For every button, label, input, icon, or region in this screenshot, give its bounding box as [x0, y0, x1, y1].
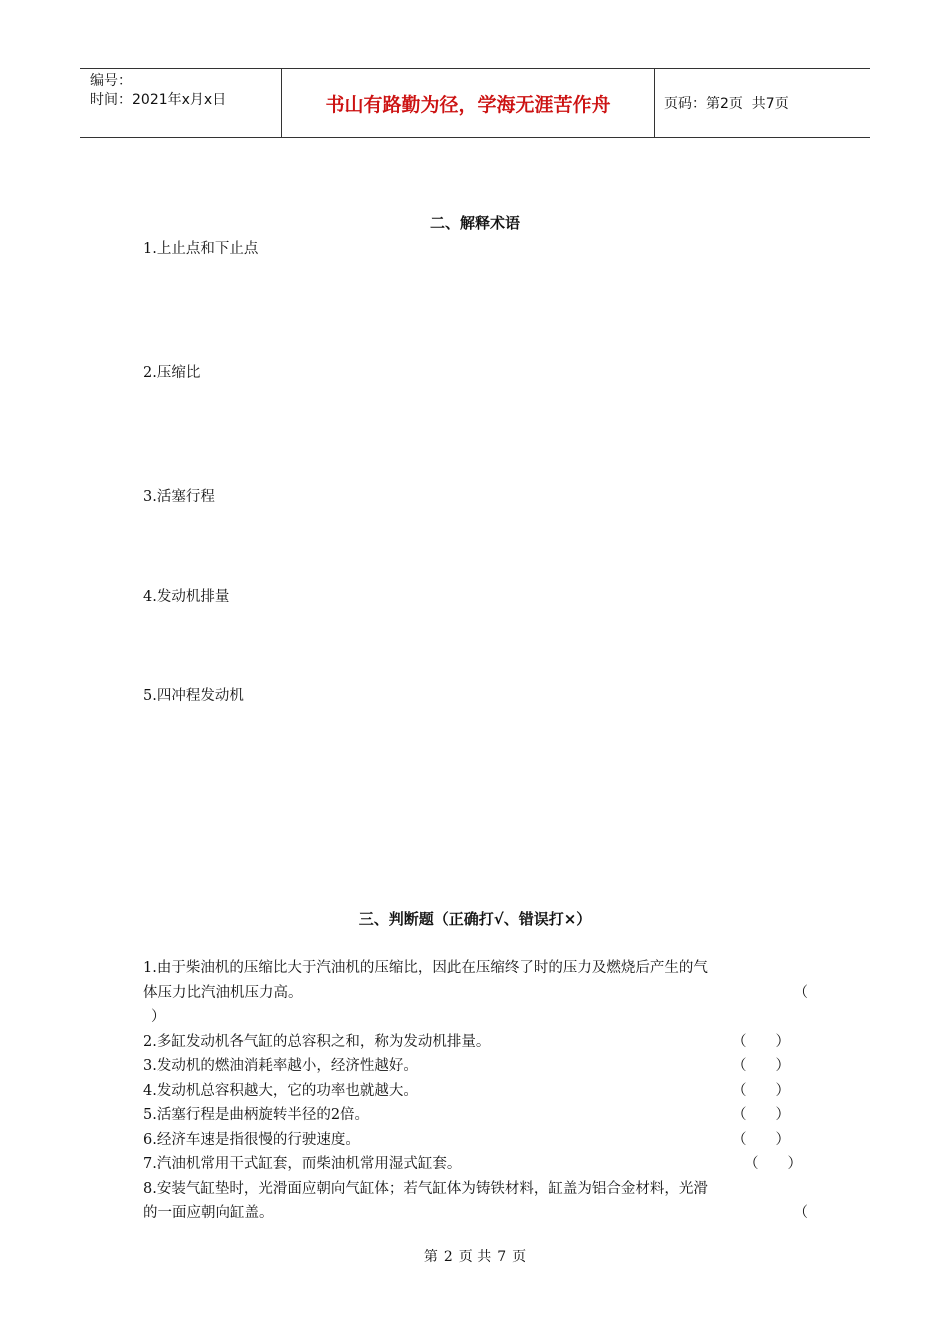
question-text: 5.活塞行程是曲柄旋转半径的2倍。 [143, 1107, 370, 1123]
header-meta [80, 69, 282, 137]
answer-blank[interactable]: （ ） [744, 1156, 802, 1172]
judgment-list [143, 956, 808, 1226]
question-item [143, 1079, 808, 1104]
question-text: 6.经济车速是指很慢的行驶速度。 [143, 1131, 360, 1148]
header-page-info [655, 69, 870, 137]
footer-prefix: 第 [423, 1249, 438, 1265]
question-item [143, 956, 808, 1030]
term-item: 4.发动机排量 [143, 589, 230, 605]
question-item [143, 1103, 808, 1128]
header-motto [282, 69, 655, 137]
question-text: 2.多缸发动机各气缸的总容积之和，称为发动机排量。 [143, 1033, 491, 1050]
page-footer [0, 1246, 950, 1266]
question-text: 8.安装气缸垫时，光滑面应朝向气缸体；若气缸体为铸铁材料，缸盖为铝合金材料，光滑 [143, 1180, 708, 1197]
term-item: 3.活塞行程 [143, 489, 215, 505]
answer-blank[interactable]: （ ） [732, 1107, 790, 1123]
question-text: 1.由于柴油机的压缩比大于汽油机的压缩比，因此在压缩终了时的压力及燃烧后产生的气 [143, 960, 708, 976]
question-text: 3.发动机的燃油消耗率越小，经济性越好。 [143, 1058, 418, 1074]
question-text: 4.发动机总容积越大，它的功率也就越大。 [143, 1082, 418, 1099]
answer-blank-close[interactable]: ） [151, 1009, 166, 1025]
answer-blank-open[interactable]: （ [793, 1205, 808, 1221]
footer-suffix: 页 [512, 1249, 527, 1265]
question-item [143, 1054, 808, 1079]
question-text: 体压力比汽油机压力高。 [143, 984, 303, 1001]
section2-title: 二、解释术语 [429, 214, 520, 232]
footer-total-pages: 7 [497, 1249, 507, 1265]
answer-blank[interactable]: （ ） [732, 1058, 790, 1074]
term-item: 5.四冲程发动机 [143, 688, 244, 704]
term-item: 2.压缩比 [143, 365, 201, 381]
answer-blank[interactable]: （ ） [732, 1131, 790, 1148]
term-item: 1.上止点和下止点 [143, 241, 259, 257]
footer-middle: 页 共 [458, 1249, 492, 1265]
page-header [80, 68, 870, 138]
question-text: 7.汽油机常用干式缸套，而柴油机常用湿式缸套。 [143, 1156, 462, 1172]
question-item [143, 1128, 808, 1153]
question-item [143, 1177, 808, 1226]
question-item [143, 1030, 808, 1055]
question-text: 的一面应朝向缸盖。 [143, 1205, 274, 1221]
answer-blank-open[interactable]: （ [793, 984, 808, 1001]
answer-blank[interactable]: （ ） [732, 1082, 790, 1099]
serial-label: 编号： [90, 73, 132, 89]
footer-page-number: 2 [443, 1249, 453, 1265]
section3-title: 三、判断题（正确打√、错误打×） [358, 910, 592, 928]
motto-text: 书山有路勤为径，学海无涯苦作舟 [325, 93, 611, 116]
page-info-text: 页码：第2页 共7页 [664, 96, 789, 112]
answer-blank[interactable]: （ ） [732, 1033, 790, 1050]
question-item [143, 1152, 808, 1177]
date-label: 时间：2021年x月x日 [90, 92, 227, 108]
